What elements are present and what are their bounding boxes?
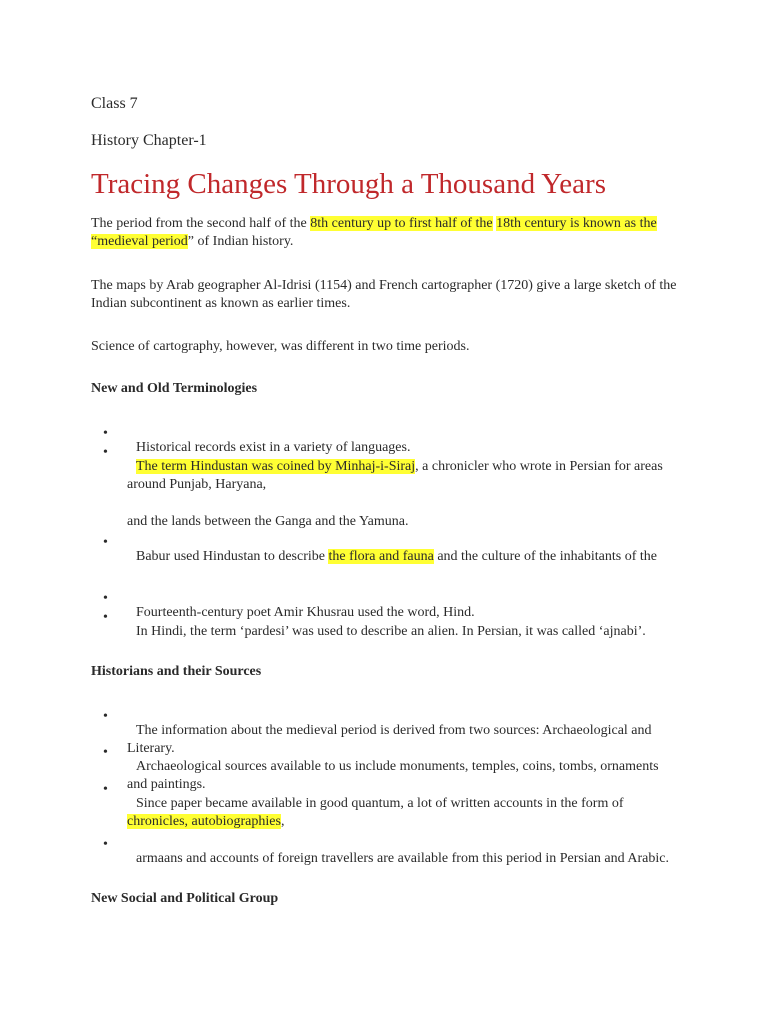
list-item-text: In Hindi, the term ‘pardesi’ was used to describe an alien. In Persian, it was called ‘ajnabi’. xyxy=(136,624,646,639)
list-item-text: armaans and accounts of foreign travellers are available from this period in Persian and Arabic. xyxy=(136,851,669,866)
text-span: , xyxy=(280,814,285,829)
bullet-icon: • xyxy=(103,445,108,460)
bullet-icon: • xyxy=(103,709,108,724)
list-continuation-text: and the lands between the Ganga and the Yamuna. xyxy=(127,514,409,529)
highlighted-span: 8th century up to first half of the xyxy=(310,216,493,231)
text-span: and the culture of the inhabitants of the xyxy=(433,549,657,564)
highlighted-span: 18th century is known as the “medieval period xyxy=(91,216,657,249)
text-span: ” of Indian history. xyxy=(187,234,294,249)
page-title: Tracing Changes Through a Thousand Years xyxy=(91,168,606,200)
list-item-text: Historical records exist in a variety of languages. xyxy=(136,440,411,455)
bullet-icon: • xyxy=(103,782,108,797)
list-item-text xyxy=(127,548,682,566)
highlighted-span: the flora and fauna xyxy=(328,549,434,564)
text-span: The period from the second half of the xyxy=(91,216,311,231)
bullet-icon: • xyxy=(103,426,108,441)
chapter-label: History Chapter-1 xyxy=(91,132,207,149)
bullet-icon: • xyxy=(103,591,108,606)
bullet-icon: • xyxy=(103,745,108,760)
text-span: Babur used Hindustan to describe xyxy=(136,549,329,564)
list-item-text: Archaeological sources available to us include monuments, temples, coins, tombs, ornaments and paintings. xyxy=(127,759,659,792)
list-item-text: Fourteenth-century poet Amir Khusrau used the word, Hind. xyxy=(136,605,475,620)
intro-paragraph-2: The maps by Arab geographer Al-Idrisi (1154) and French cartographer (1720) give a large sketch of the Indian subcontinent as known as earlier times. xyxy=(91,278,677,311)
text-span: Since paper became available in good quantum, a lot of written accounts in the form of xyxy=(136,796,624,811)
text-span: , a chronicler who wrote in Persian for areas around Punjab, Haryana, xyxy=(127,459,663,492)
list-item-text: The information about the medieval period is derived from two sources: Archaeological and Literary. xyxy=(127,723,652,756)
intro-paragraph-3: Science of cartography, however, was different in two time periods. xyxy=(91,339,470,354)
highlighted-span: chronicles, autobiographies xyxy=(127,814,281,829)
intro-paragraph-1 xyxy=(91,215,691,251)
section-heading-sources: Historians and their Sources xyxy=(91,664,262,679)
bullet-icon: • xyxy=(103,610,108,625)
section-heading-terminologies: New and Old Terminologies xyxy=(91,381,258,396)
bullet-icon: • xyxy=(103,837,108,852)
class-label: Class 7 xyxy=(91,95,138,112)
section-heading-social-political: New Social and Political Group xyxy=(91,891,279,906)
list-item-text xyxy=(127,458,682,494)
bullet-icon: • xyxy=(103,535,108,550)
list-item-text xyxy=(127,795,682,831)
highlighted-span: The term Hindustan was coined by Minhaj-i-Siraj xyxy=(136,459,416,474)
